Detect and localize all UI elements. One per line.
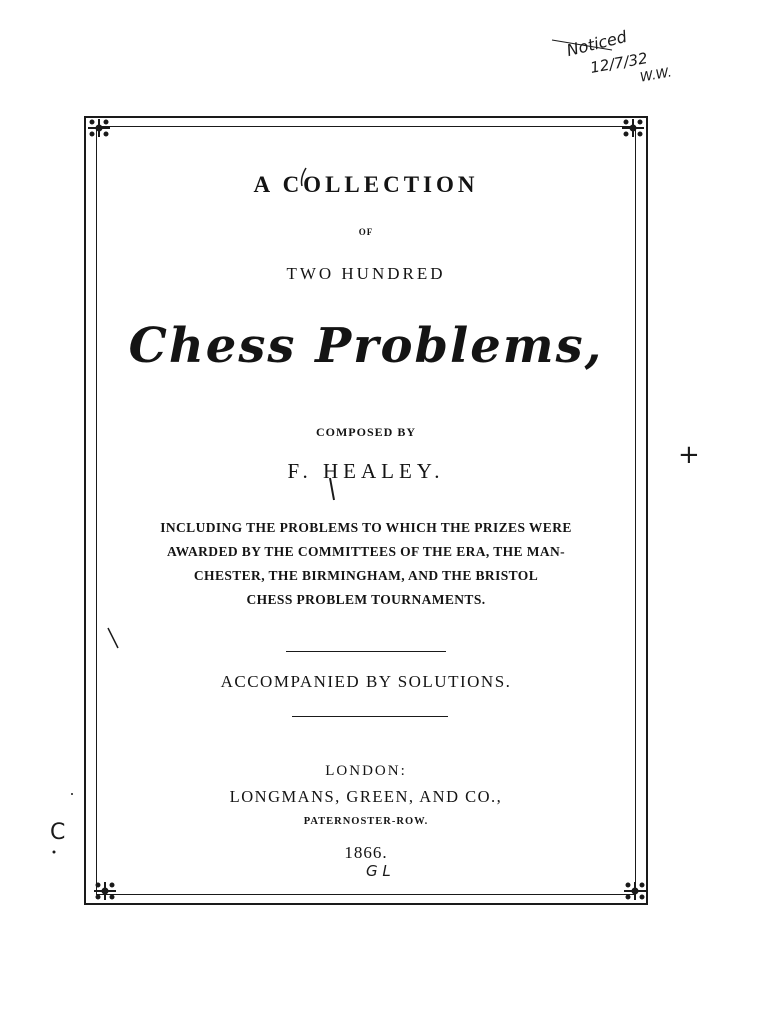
including-paragraph	[96, 516, 636, 612]
corner-ornament-icon	[620, 117, 646, 139]
imprint-street: PATERNOSTER-ROW.	[303, 816, 429, 827]
including-line: CHESS PROBLEM TOURNAMENTS.	[246, 592, 486, 607]
handwritten-note: Noticed	[564, 26, 629, 61]
author-name: F. HEALEY.	[287, 459, 445, 483]
title-chess-problems: Chess Problems,	[128, 318, 604, 374]
corner-ornament-icon	[622, 880, 648, 902]
handwritten-date: 12/7/32	[588, 49, 649, 77]
imprint-city: LONDON:	[325, 763, 407, 779]
title-two-hundred: TWO HUNDRED	[286, 264, 446, 283]
handwritten-cross: +	[678, 440, 700, 470]
corner-ornament-icon	[92, 880, 118, 902]
including-line: CHESTER, THE BIRMINGHAM, AND THE BRISTOL	[193, 568, 539, 583]
divider-rule	[286, 651, 446, 652]
imprint-year: 1866.	[344, 843, 388, 862]
title-of: OF	[358, 227, 374, 237]
ink-dot	[53, 851, 56, 854]
including-line: INCLUDING THE PROBLEMS TO WHICH THE PRIZES WERE	[160, 520, 572, 535]
accompanied-by-solutions: ACCOMPANIED BY SOLUTIONS.	[220, 672, 512, 691]
corner-ornament-icon	[86, 117, 112, 139]
handwritten-initials: W.W.	[638, 65, 673, 86]
handwritten-letter-c: C	[50, 820, 66, 845]
ink-dot	[71, 793, 73, 795]
handwritten-mark: G L	[366, 862, 391, 880]
composed-by: COMPOSED BY	[315, 425, 416, 439]
imprint-publisher: LONGMANS, GREEN, AND CO.,	[229, 787, 503, 806]
divider-rule	[292, 716, 448, 717]
title-collection: A COLLECTION	[253, 172, 479, 197]
including-line: AWARDED BY THE COMMITTEES OF THE ERA, THE MAN-	[166, 544, 566, 559]
